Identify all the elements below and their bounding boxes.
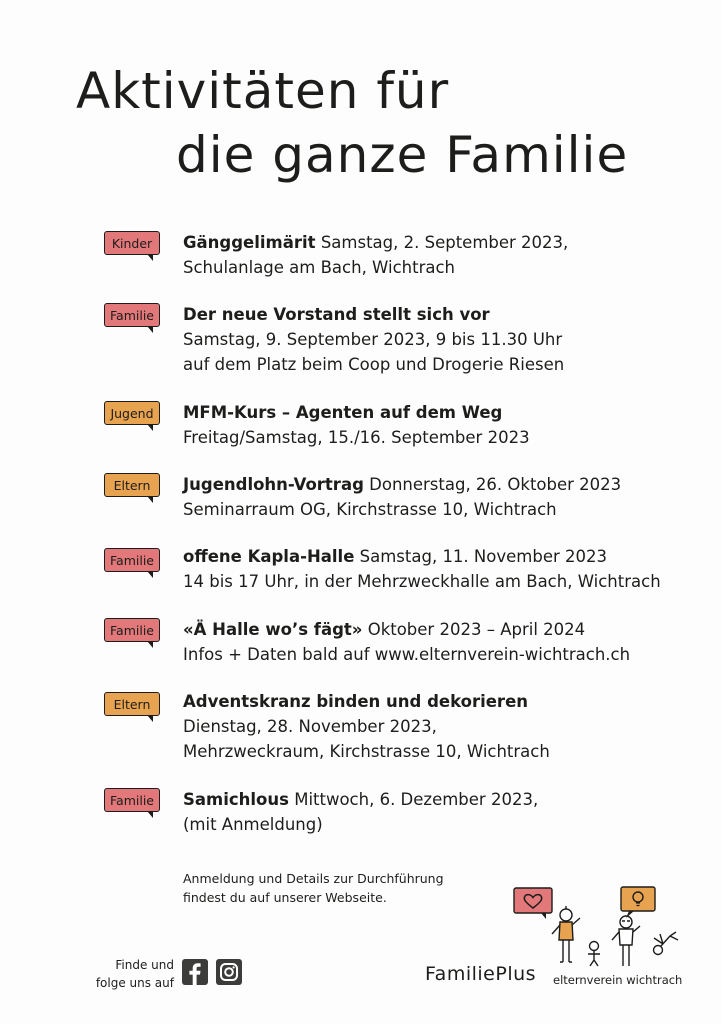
event-line: Samstag, 9. September 2023, 9 bis 11.30 Uhr: [183, 330, 563, 349]
event-heading-rest: Samstag, 2. September 2023,: [320, 233, 569, 252]
event-heading: Jugendlohn-Vortrag: [183, 475, 364, 494]
title-line-2: die ganze Familie: [176, 126, 629, 184]
brand-logo: FamiliePlus: [425, 963, 537, 985]
tag-badge: Familie: [104, 788, 160, 812]
event-text: [183, 544, 703, 594]
note-line-2: findest du auf unserer Webseite.: [183, 890, 387, 905]
event-line: (mit Anmeldung): [183, 815, 323, 834]
tag-badge: Jugend: [104, 401, 160, 425]
event-heading: Gänggelimärit: [183, 233, 316, 252]
lightbulb-bubble-icon: [621, 887, 655, 918]
facebook-icon[interactable]: [182, 959, 208, 985]
follow-line-1: Finde und: [115, 958, 174, 972]
tumbling-child-figure: [654, 932, 679, 955]
father-figure: [612, 916, 640, 966]
event-text: [183, 689, 703, 764]
tag-badge: Familie: [104, 548, 160, 572]
event-text: [183, 472, 703, 522]
follow-line-2: folge uns auf: [95, 976, 174, 990]
note-line-1: Anmeldung und Details zur Durchführung: [183, 871, 444, 886]
event-heading-rest: Donnerstag, 26. Oktober 2023: [369, 475, 622, 494]
tag-badge: Eltern: [104, 692, 160, 716]
event-heading-rest: Mittwoch, 6. Dezember 2023,: [294, 790, 539, 809]
event-heading-rest: Oktober 2023 – April 2024: [367, 620, 586, 639]
event-heading: offene Kapla-Halle: [183, 547, 355, 566]
tag-badge: Eltern: [104, 473, 160, 497]
event-heading: Der neue Vorstand stellt sich vor: [183, 305, 490, 324]
event-line: Seminarraum OG, Kirchstrasse 10, Wichtrach: [183, 500, 557, 519]
tag-badge: Kinder: [104, 231, 160, 255]
event-line: auf dem Platz beim Coop und Drogerie Riesen: [183, 355, 565, 374]
tag-badge: Familie: [104, 618, 160, 642]
event-heading: Samichlous: [183, 790, 289, 809]
event-text: [183, 302, 703, 377]
event-text: [183, 400, 703, 450]
event-line: Freitag/Samstag, 15./16. September 2023: [183, 428, 530, 447]
child-figure: [588, 942, 600, 967]
tag-badge: Familie: [104, 303, 160, 327]
title-line-1: Aktivitäten für: [76, 62, 450, 120]
event-heading: Adventskranz binden und dekorieren: [183, 692, 529, 711]
mother-figure: [552, 906, 580, 962]
event-heading-rest: Samstag, 11. November 2023: [359, 547, 607, 566]
follow-us-label: [84, 956, 174, 992]
event-heading: «Ä Halle wo’s fägt»: [183, 620, 363, 639]
instagram-icon[interactable]: [216, 959, 242, 985]
event-line: Dienstag, 28. November 2023,: [183, 717, 437, 736]
event-line: Schulanlage am Bach, Wichtrach: [183, 258, 456, 277]
brand-subtitle: elternverein wichtrach: [553, 973, 683, 987]
heart-bubble-icon: [514, 888, 552, 919]
event-line: Mehrzweckraum, Kirchstrasse 10, Wichtrach: [183, 742, 550, 761]
event-heading: MFM-Kurs – Agenten auf dem Weg: [183, 403, 503, 422]
poster-title: [0, 0, 721, 210]
event-text: [183, 617, 703, 667]
family-illustration: [508, 882, 688, 974]
registration-note: [183, 869, 444, 907]
event-text: [183, 230, 703, 280]
event-line: 14 bis 17 Uhr, in der Mehrzweckhalle am Bach, Wichtrach: [183, 572, 661, 591]
event-line: Infos + Daten bald auf www.elternverein-wichtrach.ch: [183, 645, 631, 664]
event-text: [183, 787, 703, 837]
